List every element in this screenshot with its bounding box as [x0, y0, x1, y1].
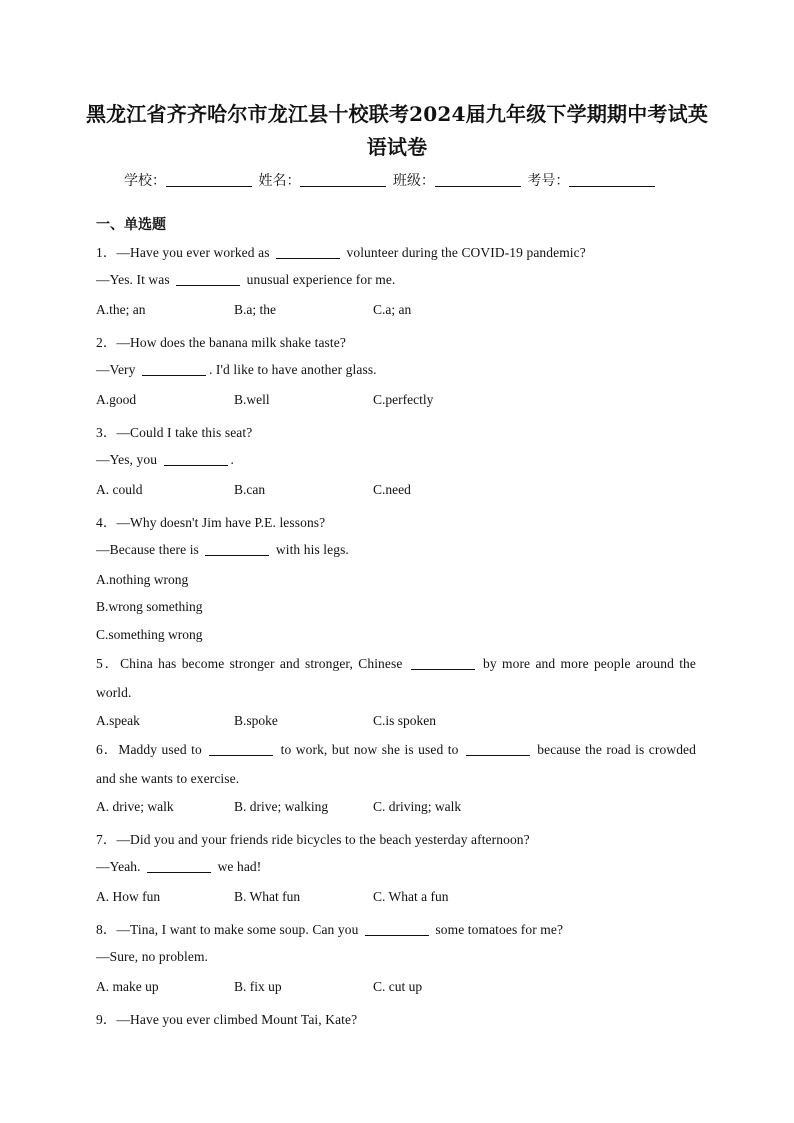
option-c[interactable]: C.something wrong — [96, 627, 203, 642]
answer-blank — [176, 273, 240, 286]
question-4-reply: —Because there is with his legs. — [96, 542, 349, 557]
answer-blank — [142, 363, 206, 376]
question-7-stem: 7．—Did you and your friends ride bicycles to the beach yesterday afternoon? — [96, 832, 530, 847]
question-7-reply: —Yeah. we had! — [96, 859, 262, 874]
option-c[interactable]: C.a; an — [373, 302, 412, 317]
option-a[interactable]: A. How fun — [96, 889, 161, 904]
option-b[interactable]: B.spoke — [234, 713, 278, 728]
option-b[interactable]: B.a; the — [234, 302, 276, 317]
question-8-stem: 8．—Tina, I want to make some soup. Can you some tomatoes for me? — [96, 922, 564, 937]
option-a[interactable]: A. drive; walk — [96, 799, 174, 814]
option-b[interactable]: B.wrong something — [96, 599, 203, 614]
option-b[interactable]: B.can — [234, 482, 266, 497]
school-label: 学校： — [124, 173, 166, 189]
question-6-stem: 6．Maddy used to to work, but now she is used to because the road is crowded and she wants to exercise. — [96, 742, 696, 786]
question-3-stem: 3．—Could I take this seat? — [96, 425, 253, 440]
option-a[interactable]: A. make up — [96, 979, 159, 994]
question-1-stem: 1．—Have you ever worked as volunteer during the COVID-19 pandemic? — [96, 245, 586, 260]
option-b[interactable]: B. fix up — [234, 979, 282, 994]
question-2-stem: 2．—How does the banana milk shake taste? — [96, 335, 346, 350]
option-c[interactable]: C.perfectly — [373, 392, 434, 407]
option-c[interactable]: C.need — [373, 482, 411, 497]
option-a[interactable]: A.nothing wrong — [96, 572, 189, 587]
option-a[interactable]: A.the; an — [96, 302, 146, 317]
option-b[interactable]: B.well — [234, 392, 270, 407]
option-c[interactable]: C.is spoken — [373, 713, 437, 728]
option-a[interactable]: A.speak — [96, 713, 140, 728]
exam-number-blank[interactable] — [569, 172, 655, 187]
question-1-reply: —Yes. It was unusual experience for me. — [96, 272, 396, 287]
question-2-reply: —Very . I'd like to have another glass. — [96, 362, 377, 377]
name-blank[interactable] — [300, 172, 386, 187]
option-c[interactable]: C. cut up — [373, 979, 423, 994]
question-8-reply: —Sure, no problem. — [96, 949, 209, 964]
option-a[interactable]: A. could — [96, 482, 143, 497]
answer-blank — [205, 543, 269, 556]
page-title: 黑龙江省齐齐哈尔市龙江县十校联考2024届九年级下学期期中考试英语试卷 — [85, 102, 709, 159]
option-a[interactable]: A.good — [96, 392, 137, 407]
option-c[interactable]: C. driving; walk — [373, 799, 462, 814]
option-b[interactable]: B. drive; walking — [234, 799, 329, 814]
section-heading: 一、单选题 — [96, 217, 166, 233]
option-b[interactable]: B. What fun — [234, 889, 301, 904]
question-5-stem: 5．China has become stronger and stronger, Chinese by more and more people around the world. — [96, 656, 697, 700]
answer-blank — [365, 923, 429, 936]
question-4-stem: 4．—Why doesn't Jim have P.E. lessons? — [96, 515, 326, 530]
answer-blank — [466, 743, 530, 756]
school-blank[interactable] — [166, 172, 252, 187]
answer-blank — [147, 860, 211, 873]
option-c[interactable]: C. What a fun — [373, 889, 449, 904]
exam-number-label: 考号： — [527, 173, 570, 189]
answer-blank — [209, 743, 273, 756]
class-blank[interactable] — [435, 172, 521, 187]
answer-blank — [276, 246, 340, 259]
class-label: 班级： — [392, 173, 435, 189]
answer-blank — [411, 657, 475, 670]
student-info-row — [124, 170, 657, 190]
question-9-stem: 9．—Have you ever climbed Mount Tai, Kate? — [96, 1012, 358, 1027]
name-label: 姓名： — [258, 173, 301, 189]
question-3-reply: —Yes, you . — [96, 452, 235, 467]
answer-blank — [164, 453, 228, 466]
